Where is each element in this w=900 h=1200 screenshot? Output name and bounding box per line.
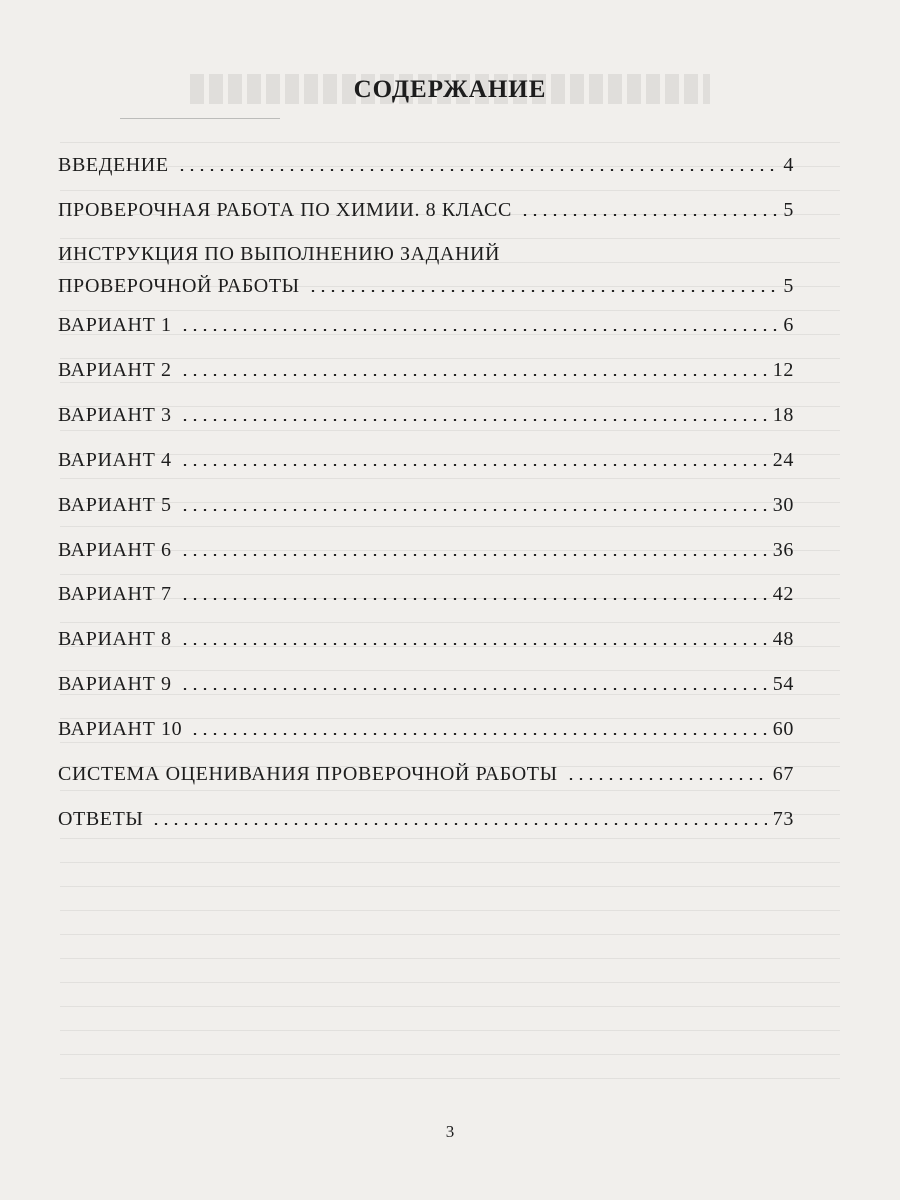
dot-leader [520,214,778,216]
toc-entry-variant-10 [58,718,794,740]
dot-leader [151,823,766,825]
toc-entry-label-line2: ПРОВЕРОЧНОЙ РАБОТЫ [58,275,300,297]
toc-entry-label: ВАРИАНТ 8 [58,628,172,650]
toc-entry-variant-2 [58,359,794,381]
page-number: 3 [445,1122,455,1141]
toc-entry-label: ОТВЕТЫ [58,808,144,830]
dot-leader [180,643,767,645]
toc-entry-instructions [58,243,794,297]
toc-entry-variant-6 [58,539,794,561]
toc-entry-page: 30 [772,494,794,516]
toc-entry-label: ВАРИАНТ 10 [58,718,183,740]
toc-entry-page: 48 [772,628,794,650]
toc-entry-label: ВАРИАНТ 7 [58,583,172,605]
toc-entry-label: СИСТЕМА ОЦЕНИВАНИЯ ПРОВЕРОЧНОЙ РАБОТЫ [58,763,558,785]
toc-entry-page: 5 [783,199,794,221]
toc-entry-page: 54 [772,673,794,695]
toc-entry-page: 18 [772,404,794,426]
dot-leader [308,290,778,292]
toc-entry-label: ВАРИАНТ 1 [58,314,172,336]
toc-entry-variant-4 [58,449,794,471]
dot-leader [566,778,767,780]
toc-entry-introduction [58,154,794,176]
toc-entry-label: ВАРИАНТ 9 [58,673,172,695]
toc-entry-variant-3 [58,404,794,426]
toc-entry-label: ВАРИАНТ 2 [58,359,172,381]
dot-leader [190,733,767,735]
toc-entry-variant-8 [58,628,794,650]
toc-entry-label: ВВЕДЕНИЕ [58,154,169,176]
toc-entry-label: ВАРИАНТ 6 [58,539,172,561]
toc-entry-page: 36 [772,539,794,561]
toc-entry-page: 4 [783,154,794,176]
toc-entry-variant-9 [58,673,794,695]
dot-leader [180,419,767,421]
toc-entry-page: 60 [772,718,794,740]
dot-leader [180,464,767,466]
dot-leader [180,598,767,600]
dot-leader [180,509,767,511]
page-title: СОДЕРЖАНИЕ [353,76,547,103]
title-rule [120,118,280,119]
dot-leader [177,169,778,171]
toc-entry-page: 67 [772,763,794,785]
dot-leader [180,688,767,690]
toc-entry-label: ВАРИАНТ 3 [58,404,172,426]
toc-entry-test-chemistry [58,199,794,221]
dot-leader [180,374,767,376]
toc-entry-page: 6 [783,314,794,336]
toc-entry-page: 24 [772,449,794,471]
toc-entry-label: ВАРИАНТ 5 [58,494,172,516]
toc-entry-page: 73 [772,808,794,830]
toc-entry-page: 42 [772,583,794,605]
toc-entry-answers [58,808,794,830]
toc-entry-label: ПРОВЕРОЧНАЯ РАБОТА ПО ХИМИИ. 8 КЛАСС [58,199,512,221]
dot-leader [180,329,778,331]
dot-leader [180,554,767,556]
toc-entry-label-line1: ИНСТРУКЦИЯ ПО ВЫПОЛНЕНИЮ ЗАДАНИЙ [58,243,501,265]
toc-entry-page: 5 [783,275,794,297]
toc-entry-variant-5 [58,494,794,516]
toc-entry-label: ВАРИАНТ 4 [58,449,172,471]
toc-entry-grading-system [58,763,794,785]
toc-entry-variant-7 [58,583,794,605]
toc-entry-page: 12 [772,359,794,381]
toc-entry-variant-1 [58,314,794,336]
